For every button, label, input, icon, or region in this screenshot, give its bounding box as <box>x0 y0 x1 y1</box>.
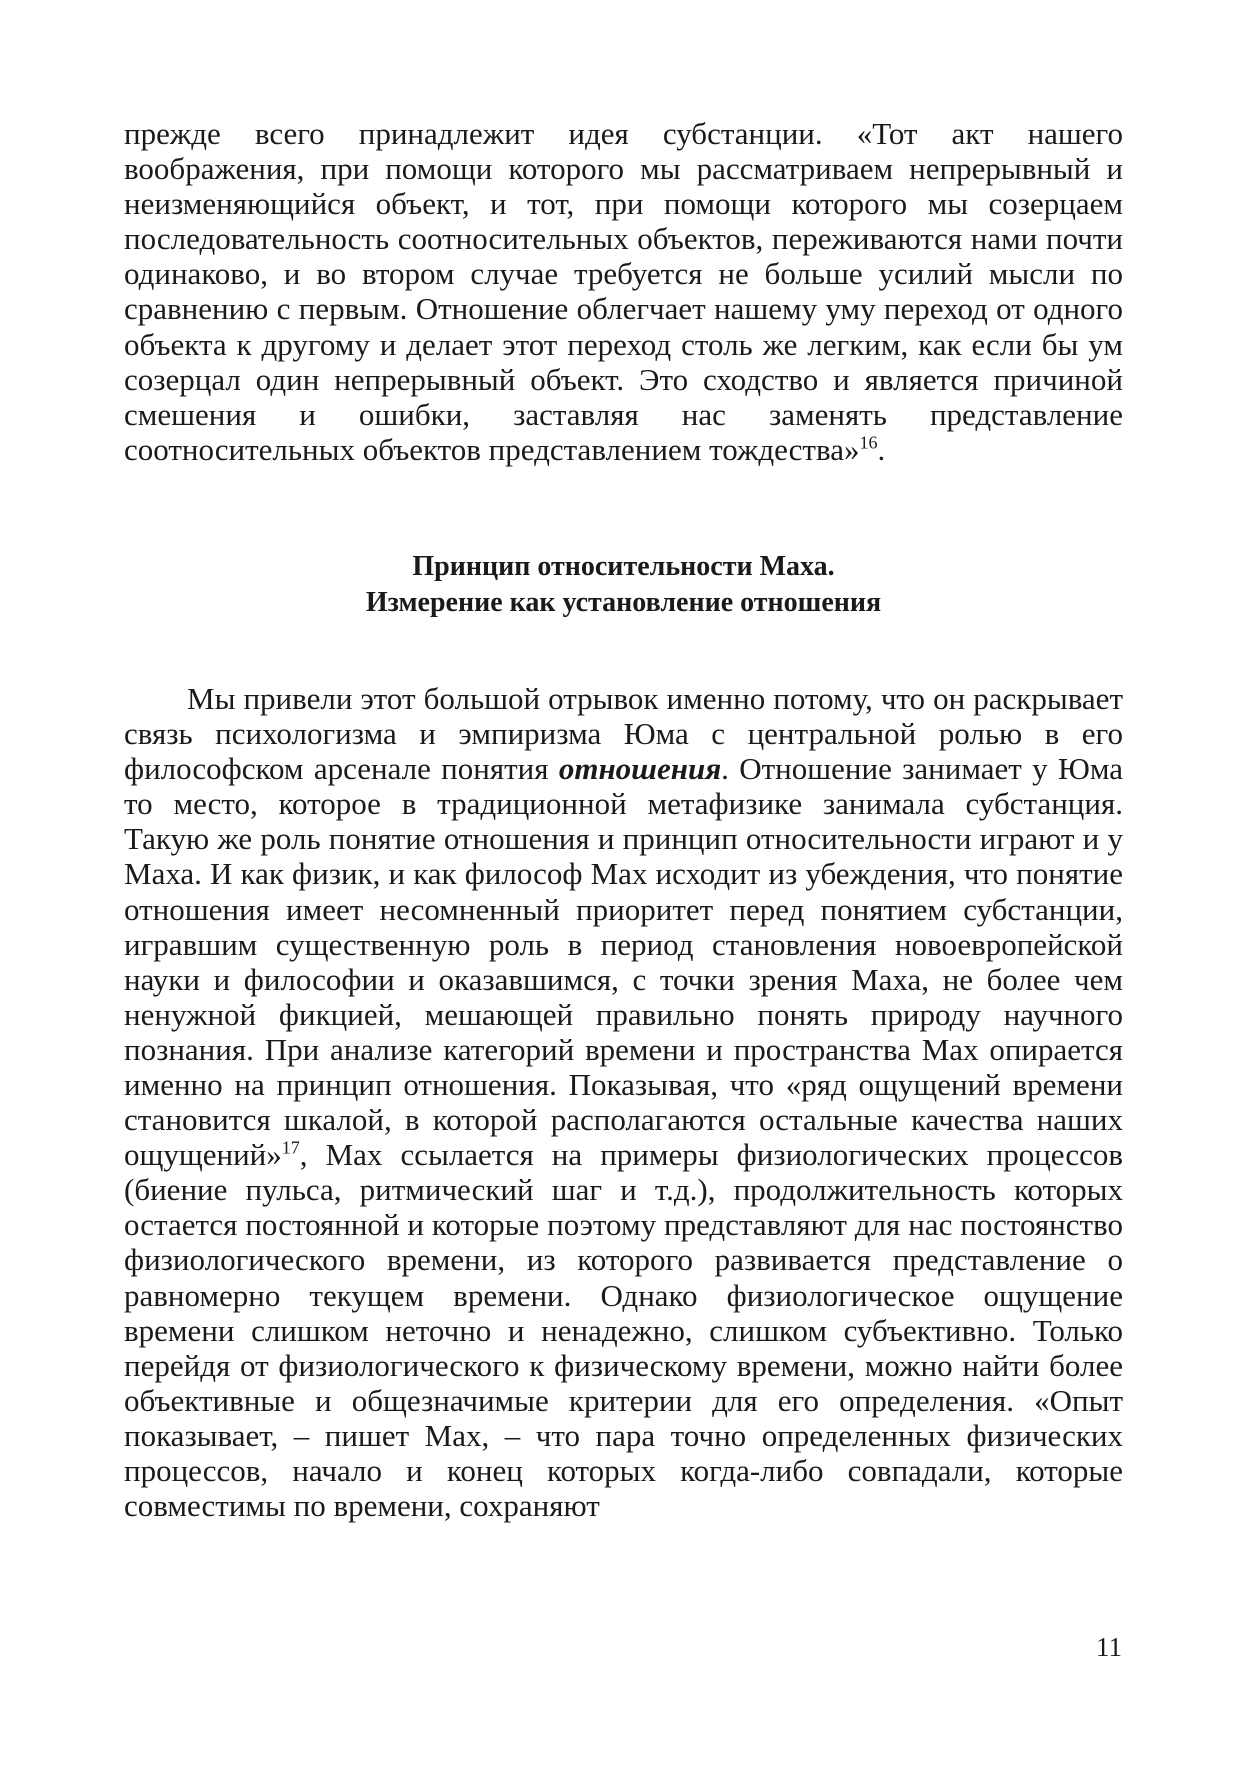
paragraph-2 <box>124 681 1123 1523</box>
paragraph-2-emphasis: отношения <box>558 751 722 787</box>
paragraph-1 <box>124 116 1123 467</box>
paragraph-1-text: прежде всего принадлежит идея субстанции. «Тот акт нашего воображения, при помощи которого мы рассматриваем непрерывный и неизменяющийся объект, и тот, при помощи которого мы созерцаем последовательность соотносительных объектов, переживаются нами почти одинаково, и во втором случае требуется не больше усилий мысли по сравнению с первым. Отношение облегчает нашему уму переход от одного объекта к другому и делает этот переход столь же легким, как если бы ум созерцал один непрерывный объект. Это сходство и является причиной смешения и ошибки, заставляя нас заменять представление соотносительных объектов представлением тождества» <box>124 116 1123 467</box>
page-number: 11 <box>1096 1632 1122 1662</box>
paragraph-2-part-3: , Мах ссылается на примеры физиологических процессов (биение пульса, ритмический шаг и т.д.), продолжительность которых остается постоянной и которые поэтому представляют для нас постоянство физиологического времени, из которого развивается представление о равномерно текущем времени. Однако физиологическое ощущение времени слишком неточно и ненадежно, слишком субъективно. Только перейдя от физиологического к физическому времени, можно найти более объективные и общезначимые критерии для его определения. «Опыт показывает, – пишет Мах, – что пара точно определенных физических процессов, начало и конец которых когда-либо совпадали, которые совместимы по времени, сохраняют <box>124 1137 1123 1524</box>
section-heading-line-1: Принцип относительности Маха. <box>412 550 835 582</box>
footnote-ref-16[interactable]: 16 <box>859 432 878 453</box>
paragraph-2-part-2: . Отношение занимает у Юма то место, которое в традиционной метафизике занимала субстанция. Такую же роль понятие отношения и принцип относительности играют и у Маха. И как физик, и как философ Мах исходит из убеждения, что понятие отношения имеет несомненный приоритет перед понятием субстанции, игравшим существенную роль в период становления новоевропейской науки и философии и оказавшимся, с точки зрения Маха, не более чем ненужной фикцией, мешающей правильно понять природу научного познания. При анализе категорий времени и пространства Мах опирается именно на принцип отношения. Показывая, что «ряд ощущений времени становится шкалой, в которой располагаются остальные качества наших ощущений» <box>124 751 1123 1173</box>
paragraph-2-part-1: Мы привели этот большой отрывок именно потому, что он раскрывает связь психологизма и эмпиризма Юма с центральной ролью в его философском арсенале понятия <box>124 680 1123 787</box>
paragraph-1-end: . <box>877 431 886 467</box>
section-heading-line-2: Измерение как установление отношения <box>365 586 882 618</box>
page-body <box>124 116 1123 1523</box>
section-heading <box>124 549 1123 621</box>
footnote-ref-17[interactable]: 17 <box>281 1137 300 1158</box>
